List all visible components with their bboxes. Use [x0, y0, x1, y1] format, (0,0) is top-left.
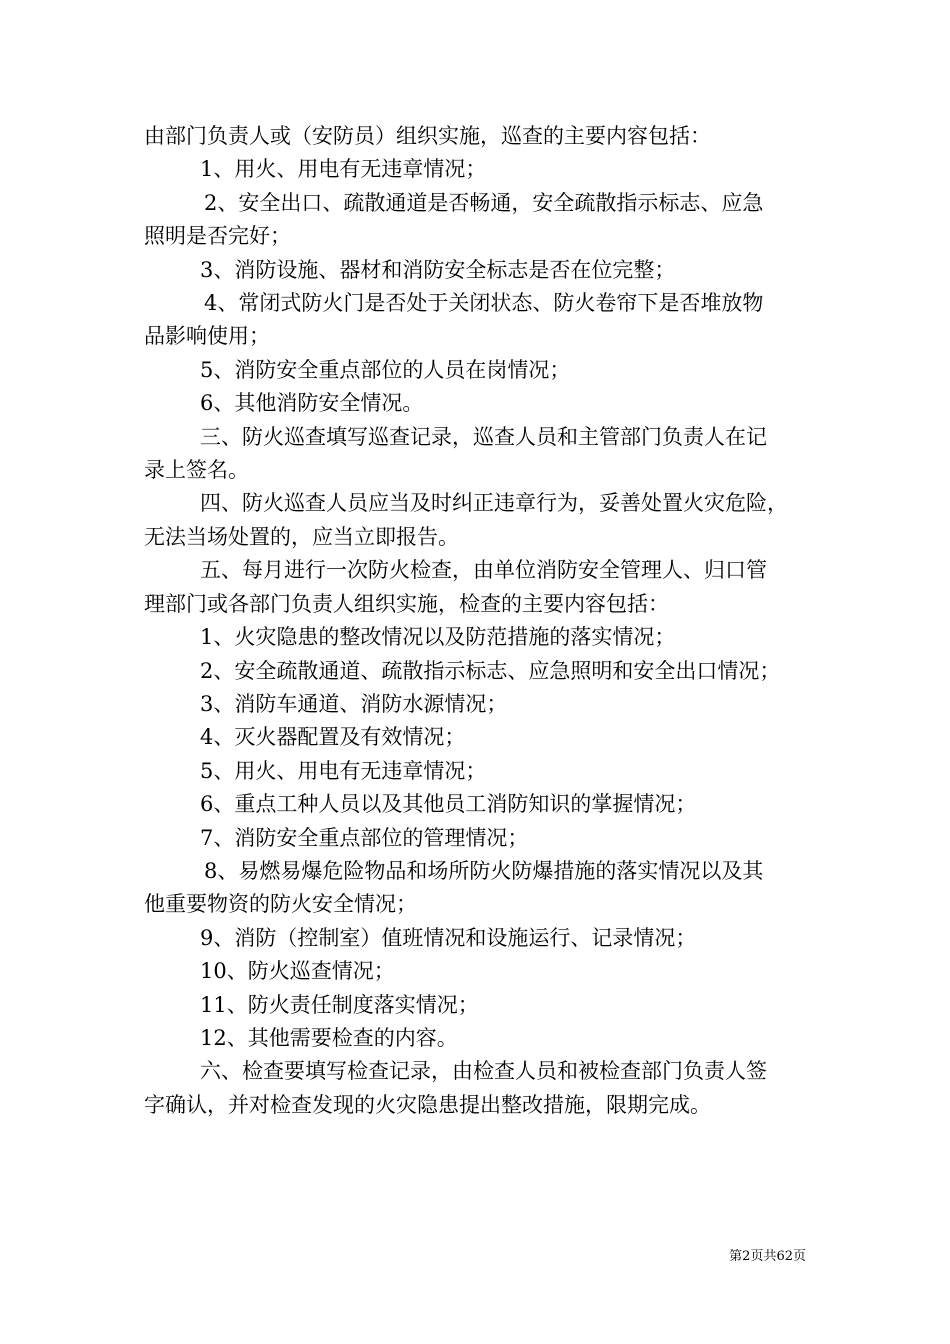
text-line: 录上签名。 [144, 458, 249, 483]
text-line: 1、用火、用电有无违章情况； [200, 157, 487, 182]
page-number: 第2页共62页 [729, 1249, 806, 1264]
text-line: 2、安全疏散通道、疏散指示标志、应急照明和安全出口情况； [200, 658, 781, 683]
text-line: 12、其他需要检查的内容。 [200, 1025, 458, 1050]
text-line: 7、消防安全重点部位的管理情况； [200, 825, 529, 850]
text-line: 10、防火巡查情况； [200, 959, 395, 984]
text-line: 照明是否完好； [144, 224, 291, 249]
text-line: 4、常闭式防火门是否处于关闭状态、防火卷帘下是否堆放物 [204, 291, 764, 316]
text-line: 五、每月进行一次防火检查，由单位消防安全管理人、归口管 [200, 558, 767, 583]
text-line: 11、防火责任制度落实情况； [200, 992, 479, 1017]
text-line: 2、安全出口、疏散通道是否畅通，安全疏散指示标志、应急 [204, 190, 764, 215]
text-line: 5、用火、用电有无违章情况； [200, 758, 487, 783]
text-line: 六、检查要填写检查记录，由检查人员和被检查部门负责人签 [200, 1059, 767, 1084]
text-line: 由部门负责人或（安防员）组织实施，巡查的主要内容包括： [144, 124, 711, 148]
text-line: 8、易燃易爆危险物品和场所防火防爆措施的落实情况以及其 [204, 858, 764, 883]
text-line: 理部门或各部门负责人组织实施，检查的主要内容包括： [144, 591, 669, 616]
text-line: 品影响使用； [144, 324, 270, 349]
text-line: 三、防火巡查填写巡查记录，巡查人员和主管部门负责人在记 [200, 424, 767, 449]
text-line: 6、其他消防安全情况。 [200, 391, 424, 416]
text-line: 5、消防安全重点部位的人员在岗情况； [200, 357, 571, 382]
document-body [144, 120, 810, 1122]
text-line: 无法当场处置的，应当立即报告。 [144, 524, 459, 549]
text-line: 4、灭火器配置及有效情况； [200, 725, 466, 750]
text-line: 字确认，并对检查发现的火灾隐患提出整改措施，限期完成。 [144, 1092, 711, 1117]
text-line: 3、消防车通道、消防水源情况； [200, 691, 508, 716]
text-line: 6、重点工种人员以及其他员工消防知识的掌握情况； [200, 792, 697, 817]
text-line: 他重要物资的防火安全情况； [144, 892, 417, 917]
text-line: 3、消防设施、器材和消防安全标志是否在位完整； [200, 257, 676, 282]
text-line: 1、火灾隐患的整改情况以及防范措施的落实情况； [200, 625, 676, 650]
text-line: 四、防火巡查人员应当及时纠正违章行为，妥善处置火灾危险， [200, 491, 788, 516]
text-line: 9、消防（控制室）值班情况和设施运行、记录情况； [200, 925, 697, 950]
